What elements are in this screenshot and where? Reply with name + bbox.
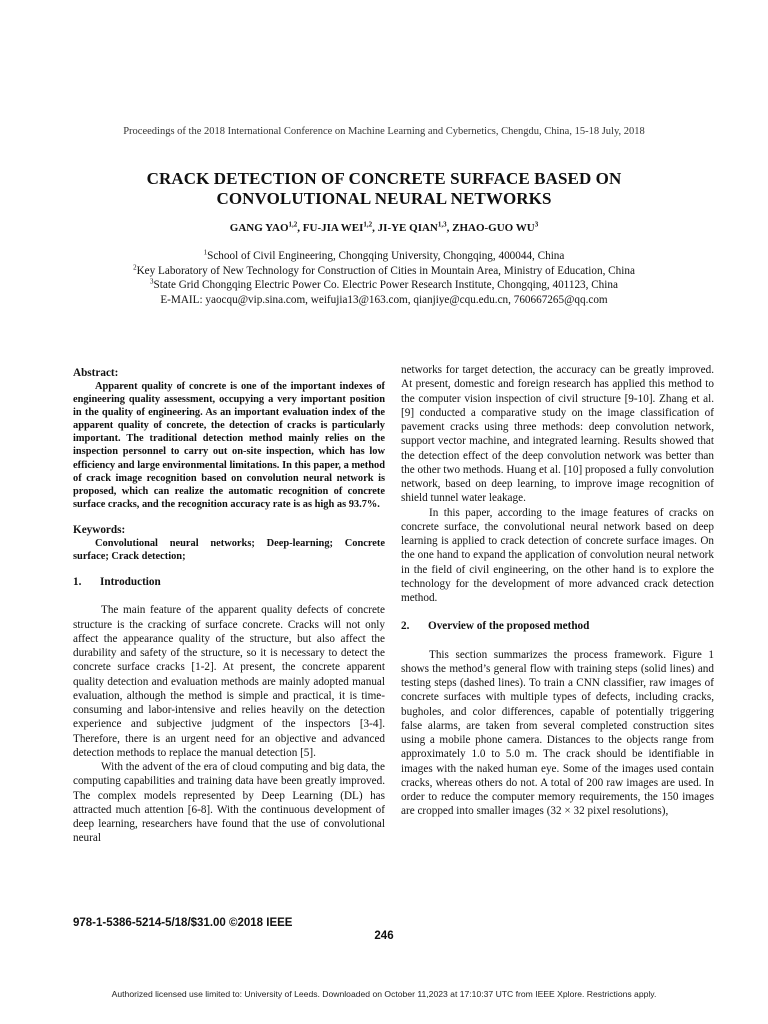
- author-name: ZHAO-GUO WU: [452, 222, 535, 234]
- section-title: Introduction: [100, 576, 161, 589]
- section-title: Overview of the proposed method: [428, 620, 590, 633]
- affiliation-mark: 2: [133, 262, 137, 271]
- license-notice: Authorized licensed use limited to: University of Leeds. Downloaded on October 11,2023 at 17:10:37 UTC from IEEE Xplore. Restrictions apply.: [111, 989, 657, 999]
- author-list: [0, 222, 768, 234]
- author-separator: ,: [446, 222, 453, 234]
- affiliation-line: [0, 249, 768, 264]
- running-head: Proceedings of the 2018 International Conference on Machine Learning and Cybernetics, Chengdu, China, 15-18 July, 2018: [123, 126, 645, 137]
- paragraph: This section summarizes the process framework. Figure 1 shows the method’s general flow with training steps (solid lines) and testing steps (dashed lines). To train a CNN classifier, raw images of concrete surfaces with multiple types of defects, including cracks, bugholes, and color differences, capable of potentially triggering false alarms, are taken from several completed construction sites using a mobile phone camera. Distances to the objects range from approximately 1.0 to 5.0 m. The crack should be identifiable in images with the naked human eye. Some of the images used contain cracks, whereas others do not. A total of 200 raw images are used. In order to reduce the computer memory requirements, the 150 images are cropped into smaller images (32 × 32 pixel resolutions),: [401, 648, 714, 818]
- keywords-heading: Keywords:: [73, 523, 126, 536]
- paragraph: In this paper, according to the image features of cracks on concrete surface, the convolutional neural network based on deep learning is applied to crack detection of concrete surface images. On the one hand to expand the application of convolution neural network in the field of civil engineering, on the other hand is to explore the technology for the development of more advanced crack detection method.: [401, 506, 714, 604]
- left-column: [73, 366, 385, 846]
- email-line: E-MAIL: yaocqu@vip.sina.com, weifujia13@163.com, qianjiye@cqu.edu.cn, 760667265@qq.com: [160, 293, 608, 306]
- paragraph: networks for target detection, the accuracy can be greatly improved. At present, domestic and foreign research has applied this method to the computer vision inspection of civil structure [9-10]. Zhang et al. [9] conducted a comparative study on the image classification of pavement cracks using three methods: deep convolution network, support vector machine, and integrated learning. Results showed that the detection effect of the deep convolution network was better than the other two methods. Huang et al. [10] proposed a fully convolution network, based on deep learning, to improve image recognition of shield tunnel water leakage.: [401, 364, 714, 505]
- author-affiliation-mark: 1,2: [288, 220, 298, 229]
- section-1-heading: [73, 575, 385, 589]
- affiliation-text: School of Civil Engineering, Chongqing University, Chongqing, 400044, China: [207, 250, 565, 262]
- section-2-heading: [401, 619, 714, 633]
- author-name: FU-JIA WEI: [302, 222, 364, 234]
- page-number: 246: [374, 930, 394, 942]
- author-name: JI-YE QIAN: [377, 222, 438, 234]
- affiliation-mark: 3: [150, 277, 154, 286]
- author-separator: ,: [297, 222, 303, 234]
- section-number: 1.: [73, 576, 82, 589]
- abstract-heading: Abstract:: [73, 367, 119, 379]
- affiliation-mark: 1: [203, 248, 208, 257]
- affiliation-text: State Grid Chongqing Electric Power Co. Electric Power Research Institute, Chongqing, 401123, China: [153, 279, 618, 291]
- author-name: GANG YAO: [229, 222, 289, 234]
- author-affiliation-mark: 1,2: [363, 220, 373, 229]
- title-line-1: CRACK DETECTION OF CONCRETE SURFACE BASED ON: [146, 169, 622, 188]
- affiliation-line: [0, 264, 768, 279]
- right-column: [401, 363, 714, 819]
- keywords-text: Convolutional neural networks; Deep-learning; Concrete surface; Crack detection;: [73, 537, 385, 563]
- abstract-text: Apparent quality of concrete is one of the important indexes of engineering quality assessment, occupying a very important position in the quality of engineering. As an important evaluation index of the apparent quality of concrete, the detection of cracks is particularly important. The traditional detection method mainly relies on the inspection personnel to carry out on-site inspection, which has low efficiency and large environmental limitations. In this paper, a method of crack image recognition based on convolution neural network is proposed, which can realize the automatic recognition of concrete surface cracks, and the recognition accuracy rate is as high as 93.7%.: [73, 381, 385, 510]
- affiliation-line: [0, 278, 768, 293]
- author-affiliation-mark: 1,3: [437, 220, 447, 229]
- title-line-2: CONVOLUTIONAL NEURAL NETWORKS: [216, 189, 552, 208]
- affiliation-block: [0, 249, 768, 307]
- author-separator: ,: [372, 222, 378, 234]
- isbn-copyright: 978-1-5386-5214-5/18/$31.00 ©2018 IEEE: [73, 917, 293, 929]
- paper-title: [0, 169, 768, 209]
- affiliation-text: Key Laboratory of New Technology for Construction of Cities in Mountain Area, Ministry of Education, China: [136, 264, 635, 277]
- author-affiliation-mark: 3: [534, 220, 539, 229]
- paragraph: With the advent of the era of cloud computing and big data, the computing capabilities and training data have been greatly improved. The complex models represented by Deep Learning (DL) has attracted much attention [6-8]. With the continuous development of deep learning, researchers have found that the use of convolutional neural: [73, 761, 385, 845]
- paragraph: The main feature of the apparent quality defects of concrete structure is the cracking of surface concrete. Cracks will not only affect the appearance quality of the structure, but also affect the durability and safety of the structure, so it is necessary to detect the concrete surface cracks [1-2]. At present, the concrete apparent quality detection and evaluation methods are mainly adopted manual evaluation, although the method is simple and practical, it is time-consuming and labor-intensive and relies heavily on the detection experience and subjective judgment of the inspectors [3-4]. Therefore, there is an urgent need for an objective and advanced detection methods to replace the manual detection [5].: [73, 604, 385, 759]
- section-number: 2.: [401, 620, 410, 633]
